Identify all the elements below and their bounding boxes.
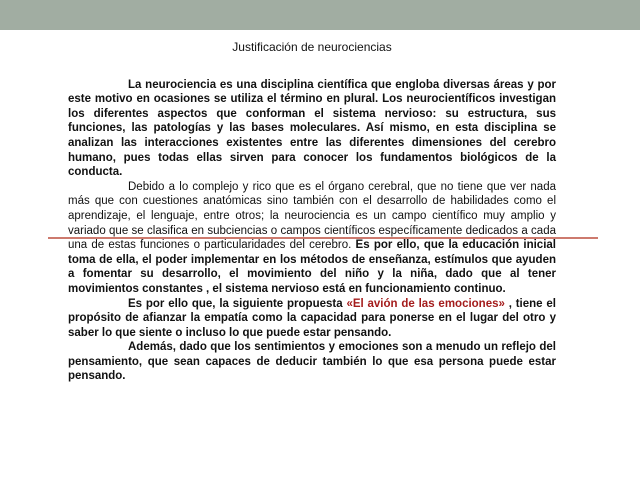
- paragraph-3-part-a: Es por ello que, la siguiente propuesta: [128, 297, 347, 310]
- paragraph-2-part-b: Es por ello, que la educación inicial toma de ella, el poder implementar en los métodos de enseñanza, estímulos que ayuden a fomentar su desarrollo, el movimiento del niño y la niña, dado que al tener movimientos constantes , el sistema nervioso está en funcionamiento continuo.: [68, 239, 556, 295]
- proposal-name: «El avión de las emociones»: [346, 297, 505, 310]
- paragraph-3-part-b: , tiene el propósito de afianzar la empatía como la capacidad para ponerse en el lugar del otro y saber lo que siente o incluso lo que puede estar pensando.: [68, 297, 556, 339]
- document-body: [68, 40, 556, 384]
- paragraph-2: [68, 180, 556, 297]
- document-title: Justificación de neurociencias: [232, 40, 392, 54]
- paragraph-2-part-a: Debido a lo complejo y rico que es el órgano cerebral, que no tiene que ver nada más que con cuestiones anatómicas sino también con el desarrollo de habilidades como el aprendizaje, el lenguaje, entre otros; la neurociencia es un campo científico muy amplio y variado que se clasifica en subciencias o campos científicos específicamente dedicados a cada una de estas funciones o particularidades del cerebro.: [68, 180, 556, 252]
- paragraph-3: [68, 297, 556, 341]
- slide-header-bar: [0, 0, 640, 30]
- paragraph-1: La neurociencia es una disciplina científica que engloba diversas áreas y por este motivo en ocasiones se utiliza el término en plural. Los neurocientíficos investigan los diferentes aspectos que conforman el sistema nervioso: su estructura, sus funciones, las patologías y las bases moleculares. Así mismo, en esta disciplina se analizan las interacciones existentes entre las diferentes dimensiones del cerebro humano, pues todas ellas sirven para conocer los fundamentos biológicos de la conducta.: [68, 78, 556, 179]
- paragraph-4: Además, dado que los sentimientos y emociones son a menudo un reflejo del pensamiento, que sean capaces de deducir también lo que esa persona puede estar pensando.: [68, 341, 556, 383]
